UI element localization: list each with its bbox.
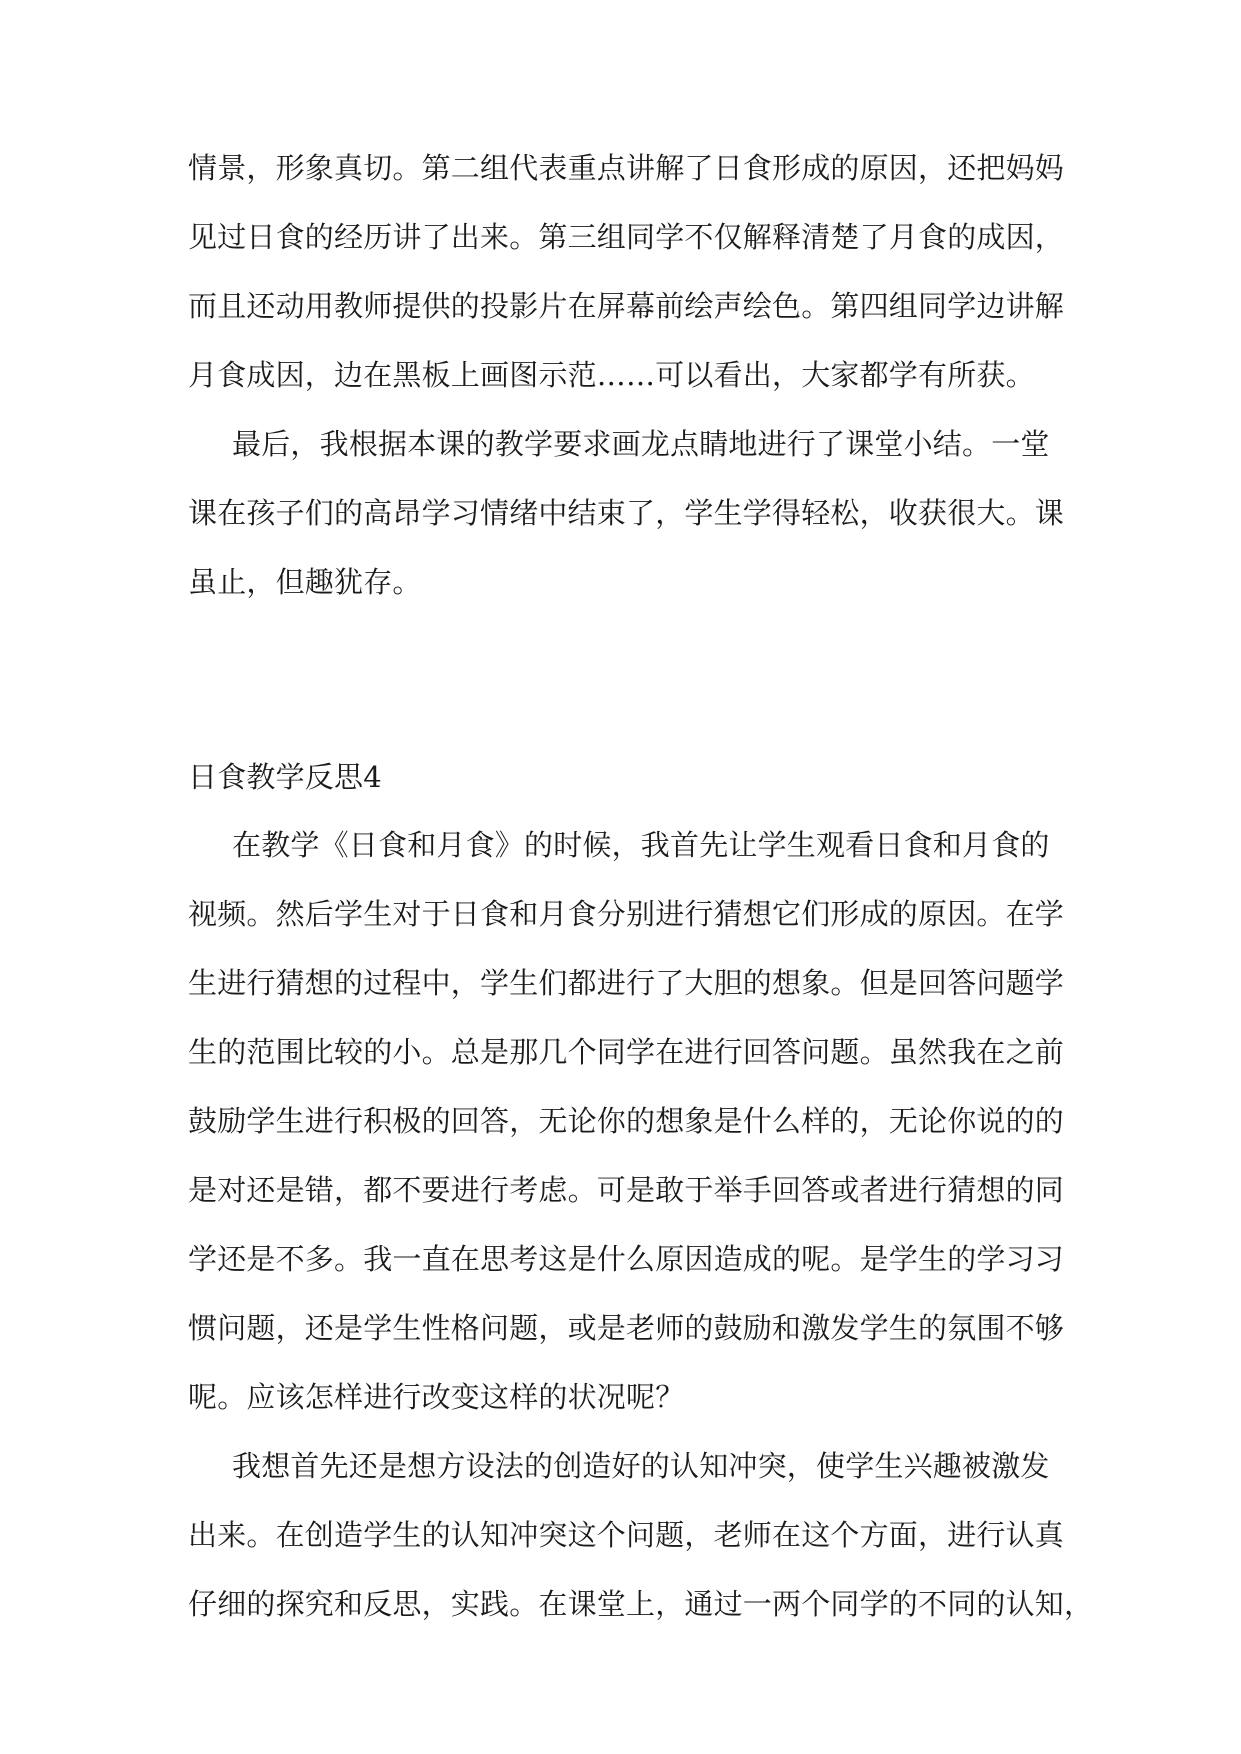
text-line: 而且还动用教师提供的投影片在屏幕前绘声绘色。第四组同学边讲解 <box>188 289 1065 323</box>
text-line: 课在孩子们的高昂学习情绪中结束了，学生学得轻松，收获很大。课 <box>188 496 1065 530</box>
text-line: 见过日食的经历讲了出来。第三组同学不仅解释清楚了月食的成因， <box>188 220 1065 254</box>
text-line: 生进行猜想的过程中，学生们都进行了大胆的想象。但是回答问题学 <box>188 966 1065 1000</box>
text-line: 是对还是错，都不要进行考虑。可是敢于举手回答或者进行猜想的同 <box>188 1173 1065 1207</box>
text-line: 出来。在创造学生的认知冲突这个问题，老师在这个方面，进行认真 <box>188 1518 1065 1552</box>
text-line: 鼓励学生进行积极的回答，无论你的想象是什么样的，无论你说的的 <box>188 1104 1065 1138</box>
section-heading: 日食教学反思4 <box>188 760 382 794</box>
text-line: 学还是不多。我一直在思考这是什么原因造成的呢。是学生的学习习 <box>188 1242 1065 1276</box>
text-line: 仔细的探究和反思，实践。在课堂上，通过一两个同学的不同的认知， <box>188 1587 1094 1621</box>
text-line: 呢。应该怎样进行改变这样的状况呢？ <box>188 1380 685 1414</box>
text-line: 生的范围比较的小。总是那几个同学在进行回答问题。虽然我在之前 <box>188 1035 1065 1069</box>
text-line: 虽止，但趣犹存。 <box>188 565 422 599</box>
text-line: 惯问题，还是学生性格问题，或是老师的鼓励和激发学生的氛围不够 <box>188 1311 1065 1345</box>
text-line: 最后，我根据本课的教学要求画龙点睛地进行了课堂小结。一堂 <box>232 427 1050 461</box>
text-line: 月食成因，边在黑板上画图示范……可以看出，大家都学有所获。 <box>188 358 1035 392</box>
text-line: 在教学《日食和月食》的时候，我首先让学生观看日食和月食的 <box>232 828 1050 862</box>
text-line: 视频。然后学生对于日食和月食分别进行猜想它们形成的原因。在学 <box>188 897 1065 931</box>
text-line: 情景，形象真切。第二组代表重点讲解了日食形成的原因，还把妈妈 <box>188 151 1065 185</box>
text-line: 我想首先还是想方设法的创造好的认知冲突，使学生兴趣被激发 <box>232 1449 1050 1483</box>
